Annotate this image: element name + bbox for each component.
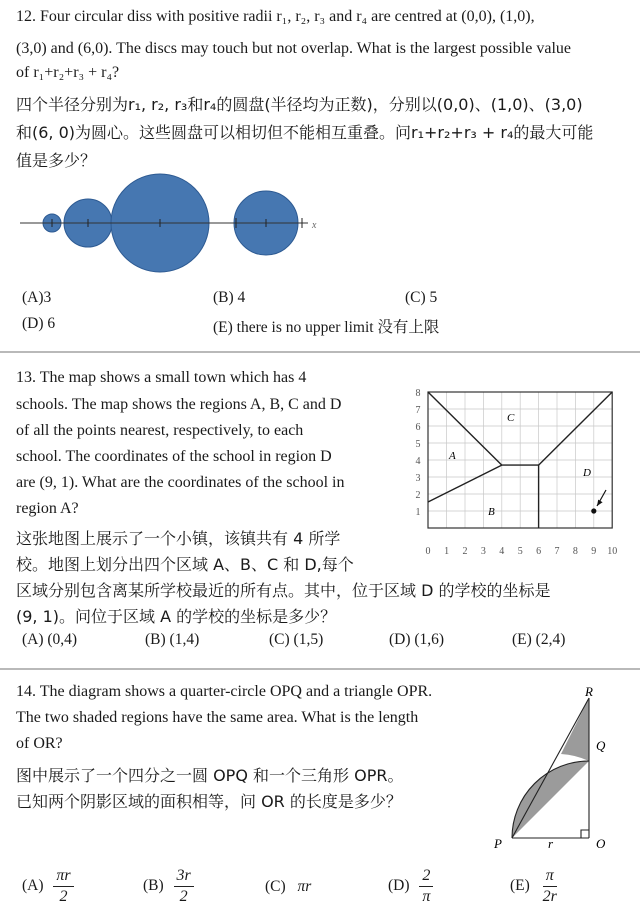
label-q-point: Q [596,738,606,753]
shaded-region-upper [561,698,589,761]
region-b-label: B [488,506,495,518]
q13-line-10: (9, 1)。问位于区域 A 的学校的坐标是多少？ [16,607,337,626]
q12-line-2: (3,0) and (6,0). The discs may touch but not overlap. What is the largest possible value [16,40,571,57]
q13-town-map [410,382,632,560]
q14-option-c[interactable] [265,878,311,896]
q14-line-1: 14. The diagram shows a quarter-circle OPQ and a triangle OPR. [16,683,433,700]
q12-line-3: of r₁+r₂+r₃ + r₄? [16,64,120,81]
shaded-region-lower [512,761,589,838]
q12-option-b[interactable]: (B) 4 [213,289,246,306]
option-letter: (B) [143,877,164,895]
q13-line-3: of all the points nearest, respectively, to each [16,422,304,439]
svg-text:9: 9 [591,546,597,557]
q13-line-6: region A? [16,500,79,517]
svg-text:1: 1 [444,546,450,557]
svg-text:2: 2 [462,546,468,557]
q12-discs-diagram [16,168,336,278]
x-axis-label: x [312,220,317,231]
label-o-point: O [596,836,606,851]
q14-option-e[interactable] [510,866,560,907]
svg-text:3: 3 [415,473,421,484]
label-p-point: P [494,836,502,851]
q13-line-4: school. The coordinates of the school in region D [16,448,332,465]
region-a-label: A [449,450,456,462]
svg-text:10: 10 [607,546,618,557]
svg-text:7: 7 [554,546,560,557]
q13-option-b[interactable]: (B) (1,4) [145,631,200,648]
q14-option-b[interactable] [143,866,194,907]
fraction: $\frac{\pi r}{2}$ [53,866,73,907]
svg-text:8: 8 [572,546,578,557]
school-d-marker [591,508,596,513]
q13-line-7: 这张地图上展示了一个小镇，该镇共有 4 所学 [16,529,341,548]
q12-line-6: 值是多少？ [16,151,97,170]
svg-text:6: 6 [415,422,421,433]
q12-option-a[interactable]: (A)3 [22,289,52,306]
q13-line-8: 校。地图上划分出四个区域 A、B、C 和 D,每个 [16,555,354,574]
y-tick-labels [416,388,421,518]
q14-quarter-circle-diagram [488,680,634,856]
option-letter: (E) [510,877,530,895]
q14-option-a[interactable] [22,866,74,907]
svg-text:6: 6 [536,546,542,557]
svg-text:4: 4 [415,456,421,467]
q12-option-c[interactable]: (C) 5 [405,289,438,306]
label-radius: r [548,836,554,851]
option-value: πr [297,878,312,895]
x-tick-labels [426,546,618,557]
q13-option-d[interactable]: (D) (1,6) [389,631,445,648]
svg-text:5: 5 [517,546,523,557]
option-letter: (C) [265,878,286,895]
q12-option-e[interactable]: (E) there is no upper limit 没有上限 [213,319,440,336]
q13-option-c[interactable]: (C) (1,5) [269,631,324,648]
q13-line-5: are (9, 1). What are the coordinates of the school in [16,474,345,491]
q13-line-2: schools. The map shows the regions A, B, C and D [16,396,342,413]
q14-line-2: The two shaded regions have the same area. What is the length [16,709,419,726]
q13-option-a[interactable]: (A) (0,4) [22,631,78,648]
q13-option-e[interactable]: (E) (2,4) [512,631,566,648]
q14-line-4: 图中展示了一个四分之一圆 OPQ 和一个三角形 OPR。 [16,766,404,785]
option-letter: (D) [388,877,410,895]
section-divider [0,668,640,670]
svg-text:0: 0 [425,546,431,557]
svg-text:5: 5 [415,439,421,450]
svg-text:3: 3 [480,546,486,557]
svg-text:4: 4 [499,546,505,557]
section-divider [0,351,640,353]
svg-text:2: 2 [415,490,421,501]
q12-option-d[interactable]: (D) 6 [22,315,56,332]
svg-text:8: 8 [415,388,421,399]
q12-line-4: 四个半径分别为r₁, r₂, r₃和r₄的圆盘(半径均为正数)，分别以(0,0)、(1,0)、(3,0) [16,95,583,114]
option-letter: (A) [22,877,44,895]
svg-text:1: 1 [415,507,421,518]
region-c-label: C [507,412,515,424]
fraction: $\frac{2}{\pi}$ [419,866,433,907]
q14-line-5: 已知两个阴影区域的面积相等，问 OR 的长度是多少？ [16,792,402,811]
fraction: $\frac{3r}{2}$ [174,866,194,907]
fraction: $\frac{\pi}{2r}$ [542,867,557,905]
q14-option-d[interactable] [388,866,433,907]
q12-line-5: 和(6, 0)为圆心。这些圆盘可以相切但不能相互重叠。问r₁+r₂+r₃ + r₄的最大可能 [16,123,594,142]
q13-line-9: 区域分别包含离某所学校最近的所有点。其中，位于区域 D 的学校的坐标是 [16,581,551,600]
school-d-arrow-icon [597,500,603,506]
q12-line-1: 12. Four circular diss with positive radii r₁, r₂, r₃ and r₄ are centred at (0,0), (1,0), [16,8,535,25]
svg-text:7: 7 [415,405,421,416]
q13-line-1: 13. The map shows a small town which has 4 [16,369,307,386]
label-r-point: R [585,684,593,699]
region-d-label: D [583,467,591,479]
q14-line-3: of OR? [16,735,63,752]
